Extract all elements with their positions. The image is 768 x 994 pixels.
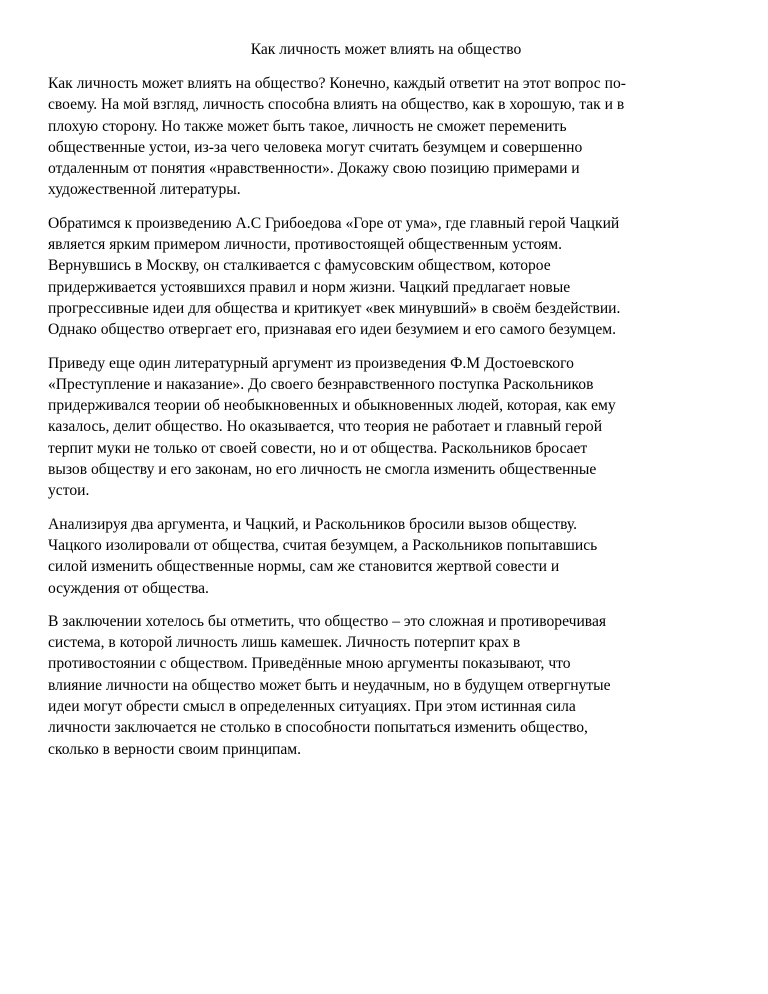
paragraph-griboedov-argument: Обратимся к произведению А.С Грибоедова «Горе от ума», где главный герой Чацкий является ярким примером личности, противостоящей общественным устоям. Вернувшись в Москву, он сталкивается с фамусовским обществом, которое придерживается устоявшихся правил и норм жизни. Чацкий предлагает новые прогрессивные идеи для общества и критикует «век минувший» в своём бездействии. Однако общество отвергает его, признавая его идеи безумием и его самого безумцем. [48,214,621,339]
paragraph-analysis: Анализируя два аргумента, и Чацкий, и Раскольников бросили вызов обществу. Чацкого изолировали от общества, считая безумцем, а Раскольников попытавшись силой изменить общественные нормы, сам же становится жертвой совести и осуждения от общества. [48,515,598,597]
paragraph-introduction: Как личность может влиять на общество? Конечно, каждый ответит на этот вопрос по- своему. На мой взгляд, личность способна влиять на общество, как в хорошую, так и в плохую сторону. Но также может быть такое, личность не сможет переменить общественные устои, из-за чего человека могут считать безумцем и совершенно отдаленным от понятия «нравственности». Докажу свою позицию примерами и художественной литературы. [48,75,626,199]
paragraph-dostoevsky-argument: Приведу еще один литературный аргумент из произведения Ф.М Достоевского «Преступление и наказание». До своего безнравственного поступка Раскольников придерживался теории об необыкновенных и обыкновенных людей, которая, как ему казалось, делит общество. Но оказывается, что теория не работает и главный герой терпит муки не только от своей совести, но и от общества. Раскольников бросает вызов обществу и его законам, но его личность не смогла изменить общественные устои. [48,354,616,500]
document-title: Как личность может влиять на общество [250,41,522,58]
paragraph-conclusion: В заключении хотелось бы отметить, что общество – это сложная и противоречивая система, в которой личность лишь камешек. Личность потерпит крах в противостоянии с обществом. Приведённые мною аргументы показывают, что влияние личности на общество может быть и неудачным, но в будущем отвергнутые идеи могут обрести смысл в определенных ситуациях. При этом истинная сила личности заключается не столько в способности попытаться изменить общество, сколько в верности своим принципам. [48,612,611,758]
